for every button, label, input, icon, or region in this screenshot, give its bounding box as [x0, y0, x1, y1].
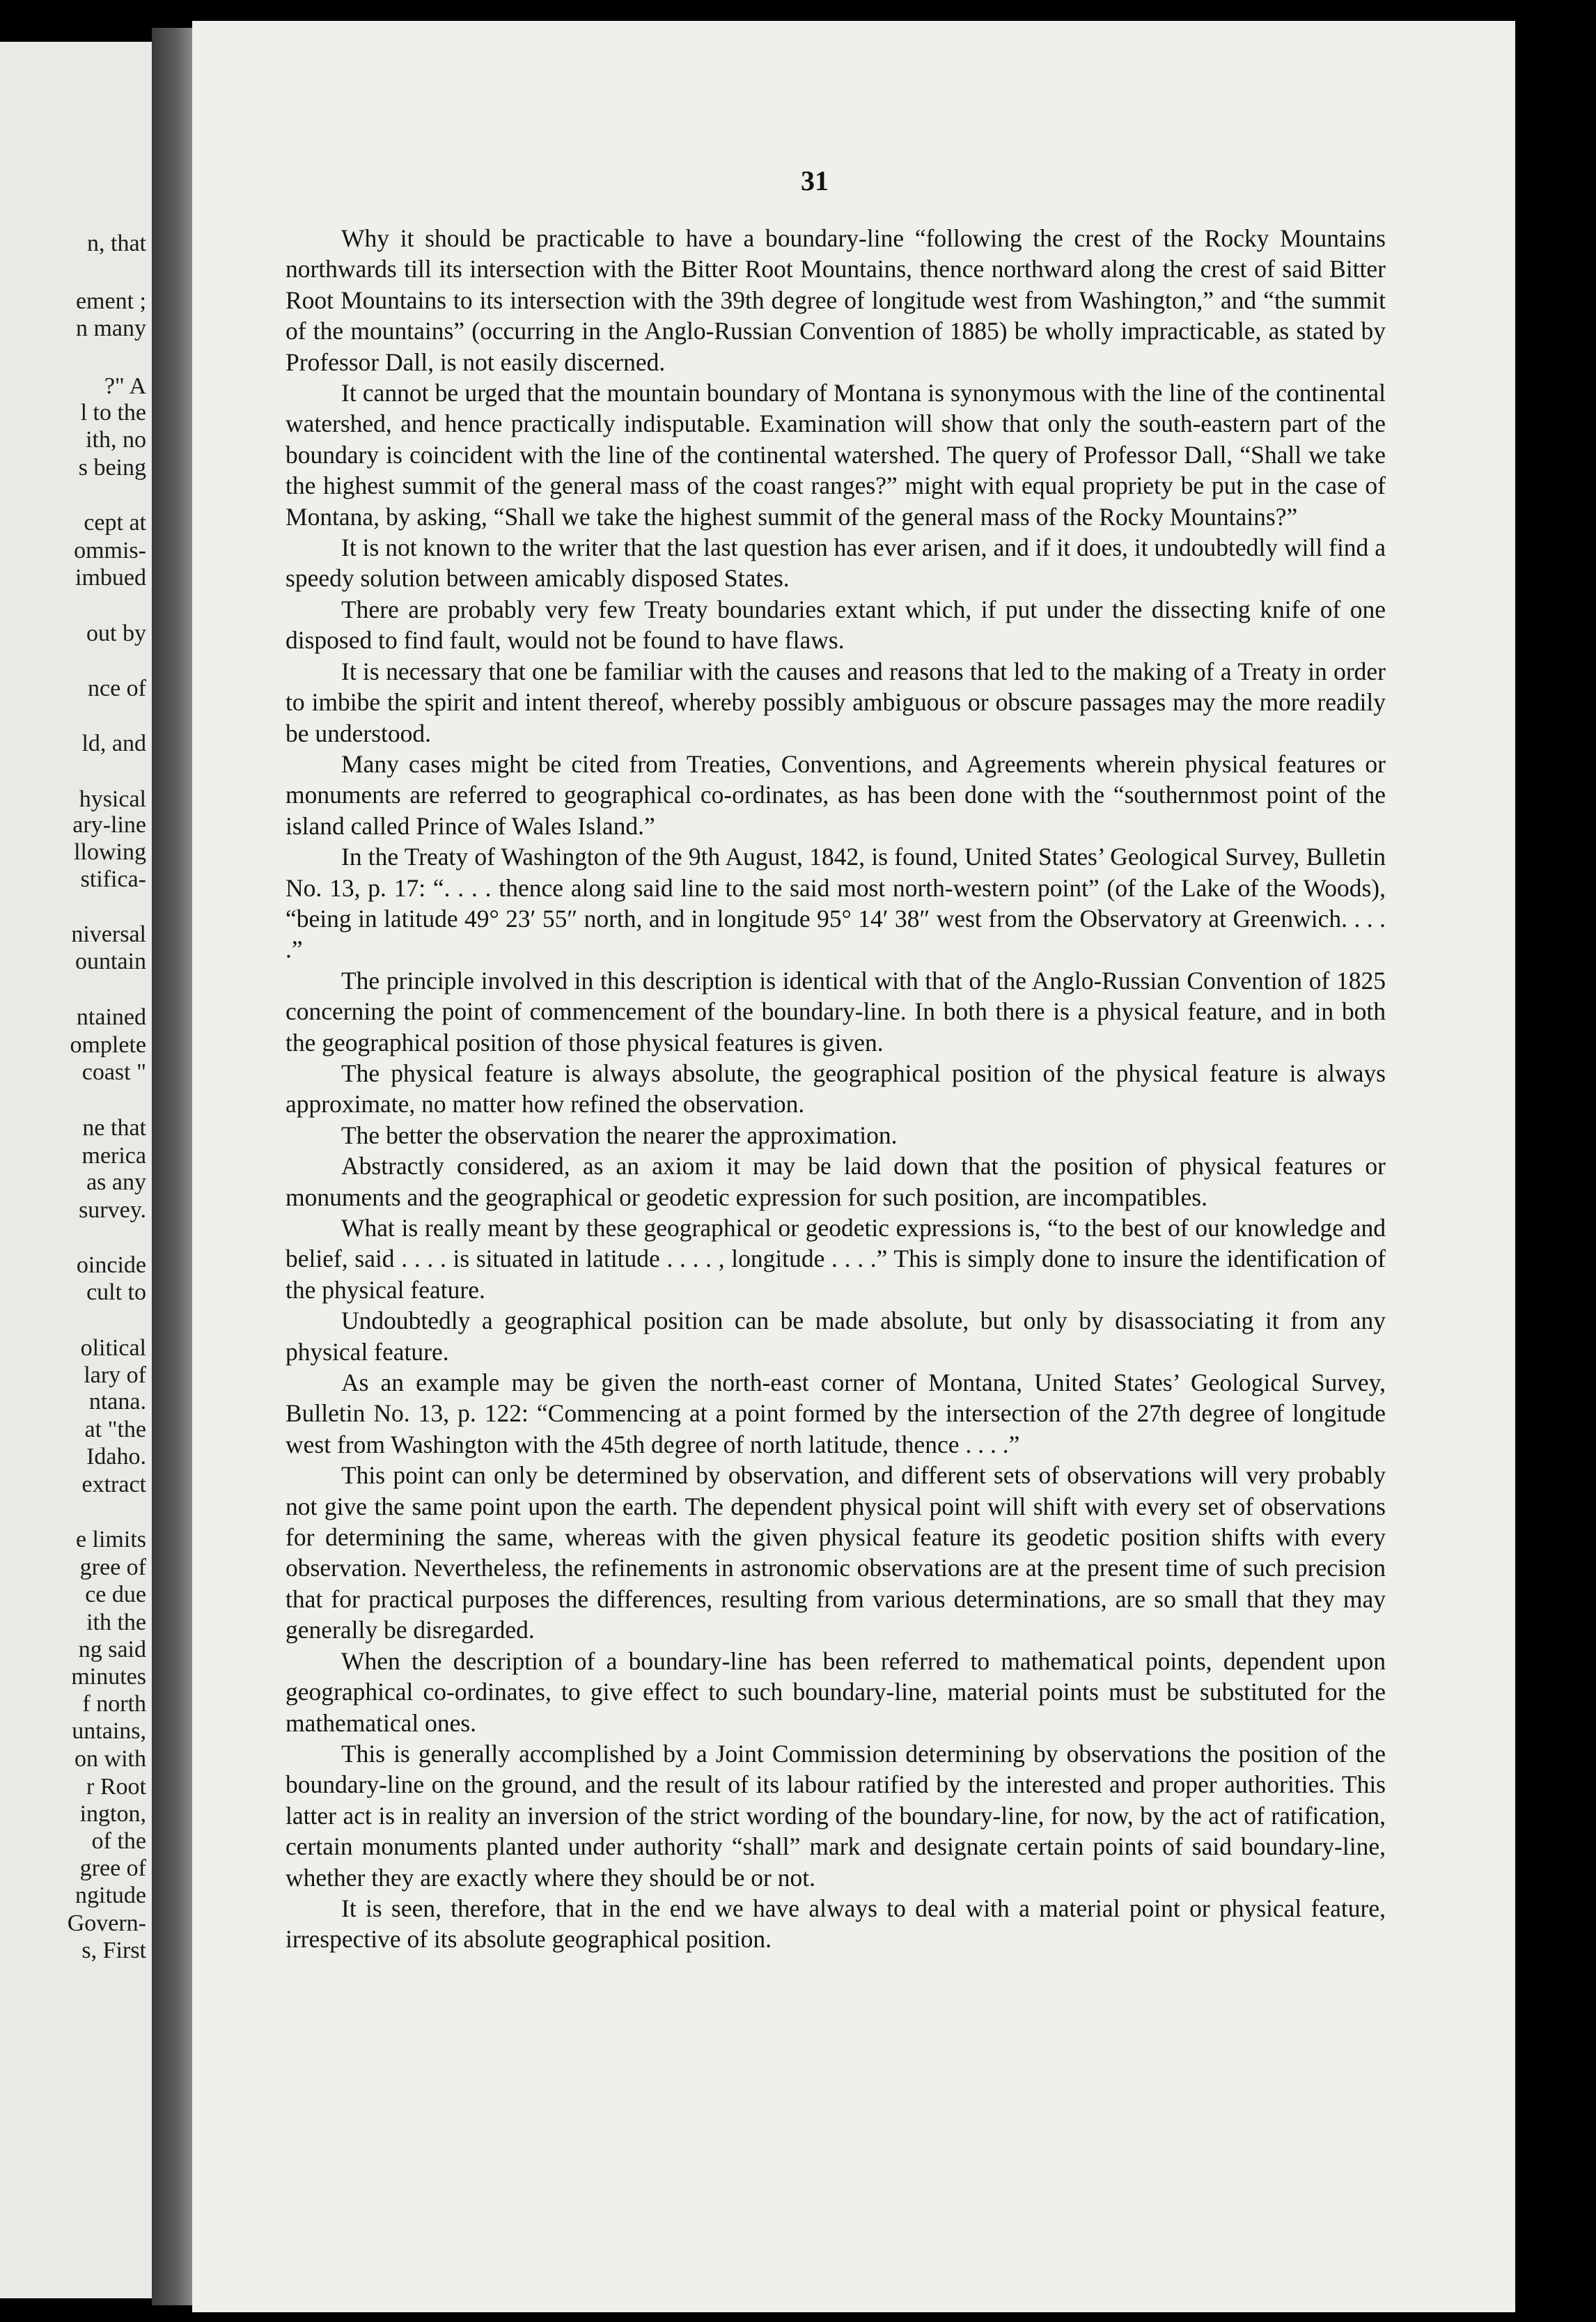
left-page-line-fragment: r Root	[86, 1774, 146, 1800]
left-page-line-fragment: ntana.	[88, 1389, 146, 1415]
left-page-line-fragment: ith, no	[86, 427, 146, 453]
left-page-line-fragment: ary-line	[72, 812, 146, 838]
left-page-line-fragment: ngitude	[75, 1883, 146, 1908]
left-page-line-fragment: olitical	[80, 1335, 146, 1361]
left-page-line-fragment: l to the	[80, 400, 146, 426]
left-facing-page	[0, 42, 152, 2298]
left-page-line-fragment: omplete	[70, 1032, 146, 1058]
paragraph: This is generally accomplished by a Joint Commission determining by observations the position of the boundary-line on the ground, and the result of its labour ratified by the interested and proper authorities. This latter act is in reality an inversion of the strict wording of the boundary-line, for now, by the act of ratification, certain monuments planted under authority “shall” mark and designate certain points of said boundary-line, whether they are exactly where they should be or not.	[285, 1739, 1386, 1892]
left-page-line-fragment: ith the	[86, 1610, 146, 1635]
paragraph: The principle involved in this description is identical with that of the Anglo-Russian Convention of 1825 concerning the point of commencement of the boundary-line. In both there is a physical feature, and in both the geographical position of those physical features is given.	[285, 966, 1386, 1057]
left-page-line-fragment: stifica-	[80, 866, 146, 892]
left-page-line-fragment: coast "	[81, 1059, 146, 1085]
left-page-line-fragment: ement ;	[75, 288, 146, 314]
paragraph: As an example may be given the north-east corner of Montana, United States’ Geological Survey, Bulletin No. 13, p. 122: “Commencing at a point formed by the intersection of the 27th degree of longitude west from Washington with the 45th degree of north latitude, thence . . . .”	[285, 1369, 1386, 1458]
left-page-line-fragment: extract	[81, 1472, 146, 1497]
left-page-line-fragment: f north	[82, 1691, 146, 1717]
left-page-line-fragment: n many	[75, 315, 146, 341]
left-page-line-fragment: cept at	[84, 510, 146, 536]
left-page-line-fragment: Idaho.	[86, 1444, 146, 1470]
left-page-line-fragment: niversal	[71, 921, 146, 947]
paragraph: It is not known to the writer that the last question has ever arisen, and if it does, it undoubtedly will find a speedy solution between amicably disposed States.	[285, 533, 1386, 593]
left-page-line-fragment: s being	[78, 455, 146, 481]
page-number: 31	[801, 165, 829, 196]
paragraph: It cannot be urged that the mountain boundary of Montana is synonymous with the line of the continental watershed, and hence practically indisputable. Examination will show that only the south-eastern part of the boundary is coincident with the line of the continental watershed. The query of Professor Dall, “Shall we take the highest summit of the general mass of the coast ranges?” might with equal propriety be put in the case of Montana, by asking, “Shall we take the highest summit of the general mass of the Rocky Mountains?”	[285, 379, 1386, 531]
left-page-line-fragment: as any	[86, 1169, 146, 1195]
left-page-line-fragment: e limits	[75, 1527, 146, 1552]
left-page-line-fragment: on with	[75, 1746, 146, 1772]
paragraph: Undoubtedly a geographical position can be made absolute, but only by disassociating it from any physical feature.	[285, 1307, 1386, 1366]
left-page-line-fragment: cult to	[86, 1279, 146, 1305]
left-page-line-fragment: n, that	[87, 231, 146, 256]
left-page-line-fragment: gree of	[79, 1855, 146, 1881]
left-page-line-fragment: ng said	[78, 1637, 146, 1662]
left-page-line-fragment: ntained	[76, 1004, 146, 1030]
left-page-line-fragment: nce of	[87, 676, 146, 701]
left-page-line-fragment: llowing	[74, 839, 146, 865]
left-page-line-fragment: lary of	[84, 1362, 146, 1388]
left-page-line-fragment: merica	[81, 1143, 146, 1169]
paragraph: It is necessary that one be familiar with the causes and reasons that led to the making of a Treaty in order to imbibe the spirit and intent thereof, whereby possibly ambiguous or obscure passages may the more readily be understood.	[285, 657, 1386, 747]
paragraph: Why it should be practicable to have a boundary-line “following the crest of the Rocky Mountains northwards till its intersection with the Bitter Root Mountains, thence northward along the crest of said Bitter Root Mountains to its intersection with the 39th degree of longitude west from Washington,” and “the summit of the mountains” (occurring in the Anglo-Russian Convention of 1885) be wholly impracticable, as stated by Professor Dall, is not easily discerned.	[285, 224, 1386, 376]
body-text	[285, 223, 1386, 1955]
left-page-line-fragment: ountain	[75, 949, 146, 974]
left-page-line-fragment: minutes	[71, 1664, 146, 1690]
paragraph: In the Treaty of Washington of the 9th August, 1842, is found, United States’ Geological Survey, Bulletin No. 13, p. 17: “. . . . thence along said line to the said most north-western point” (of the Lake of the Woods), “being in latitude 49° 23′ 55″ north, and in longitude 95° 14′ 38″ west from the Observatory at Greenwich. . . . .”	[285, 843, 1386, 964]
paragraph: What is really meant by these geographical or geodetic expressions is, “to the best of our knowledge and belief, said . . . . is situated in latitude . . . . , longitude . . . .” This is simply done to insure the identification of the physical feature.	[285, 1214, 1386, 1304]
left-page-line-fragment: gree of	[79, 1555, 146, 1580]
left-page-line-fragment: hysical	[79, 786, 146, 812]
left-page-line-fragment: out by	[86, 621, 146, 646]
paragraph: Abstractly considered, as an axiom it may be laid down that the position of physical features or monuments and the geographical or geodetic expression for such position, are incompatibles.	[285, 1152, 1386, 1211]
left-page-line-fragment: s, First	[81, 1938, 146, 1963]
paragraph: Many cases might be cited from Treaties, Conventions, and Agreements wherein physical features or monuments are referred to geographical co-ordinates, as has been done with the “southernmost point of the island called Prince of Wales Island.”	[285, 749, 1386, 840]
left-page-line-fragment: imbued	[75, 565, 146, 591]
left-page-line-fragment: Govern-	[67, 1910, 146, 1936]
left-page-line-fragment: oincide	[76, 1252, 146, 1278]
left-page-line-fragment: ld, and	[81, 731, 146, 756]
paragraph: There are probably very few Treaty boundaries extant which, if put under the dissecting knife of one disposed to find fault, would not be found to have flaws.	[285, 595, 1386, 655]
left-page-line-fragment: survey.	[79, 1197, 146, 1223]
left-page-line-fragment: ce due	[85, 1582, 146, 1607]
paragraph: The better the observation the nearer the approximation.	[341, 1121, 898, 1149]
paragraph: When the description of a boundary-line has been referred to mathematical points, dependent upon geographical co-ordinates, to give effect to such boundary-line, material points must be substituted for the mathematical ones.	[285, 1646, 1386, 1737]
left-page-line-fragment: ington,	[79, 1801, 146, 1827]
paragraph: This point can only be determined by observation, and different sets of observations will very probably not give the same point upon the earth. The dependent physical point will shift with every set of observations for determining the same, whereas with the given physical feature its geodetic position shifts with every observation. Nevertheless, the refinements in astronomic observations are at the present time of such precision that for practical purposes the differences, resulting from various determinations, are so small that they may generally be disregarded.	[285, 1461, 1386, 1644]
left-page-line-fragment: ommis-	[74, 538, 146, 563]
paragraph: The physical feature is always absolute, the geographical position of the physical feature is always approximate, no matter how refined the observation.	[285, 1059, 1386, 1119]
page-gutter-shadow	[152, 28, 192, 2305]
left-page-line-fragment: untains,	[72, 1718, 146, 1744]
left-page-line-fragment: ?" A	[104, 373, 146, 399]
left-page-line-fragment: at "the	[84, 1417, 146, 1442]
left-page-line-fragment: of the	[91, 1828, 146, 1854]
paragraph: It is seen, therefore, that in the end we have always to deal with a material point or physical feature, irrespective of its absolute geographical position.	[285, 1894, 1386, 1954]
left-page-line-fragment: ne that	[82, 1115, 146, 1141]
